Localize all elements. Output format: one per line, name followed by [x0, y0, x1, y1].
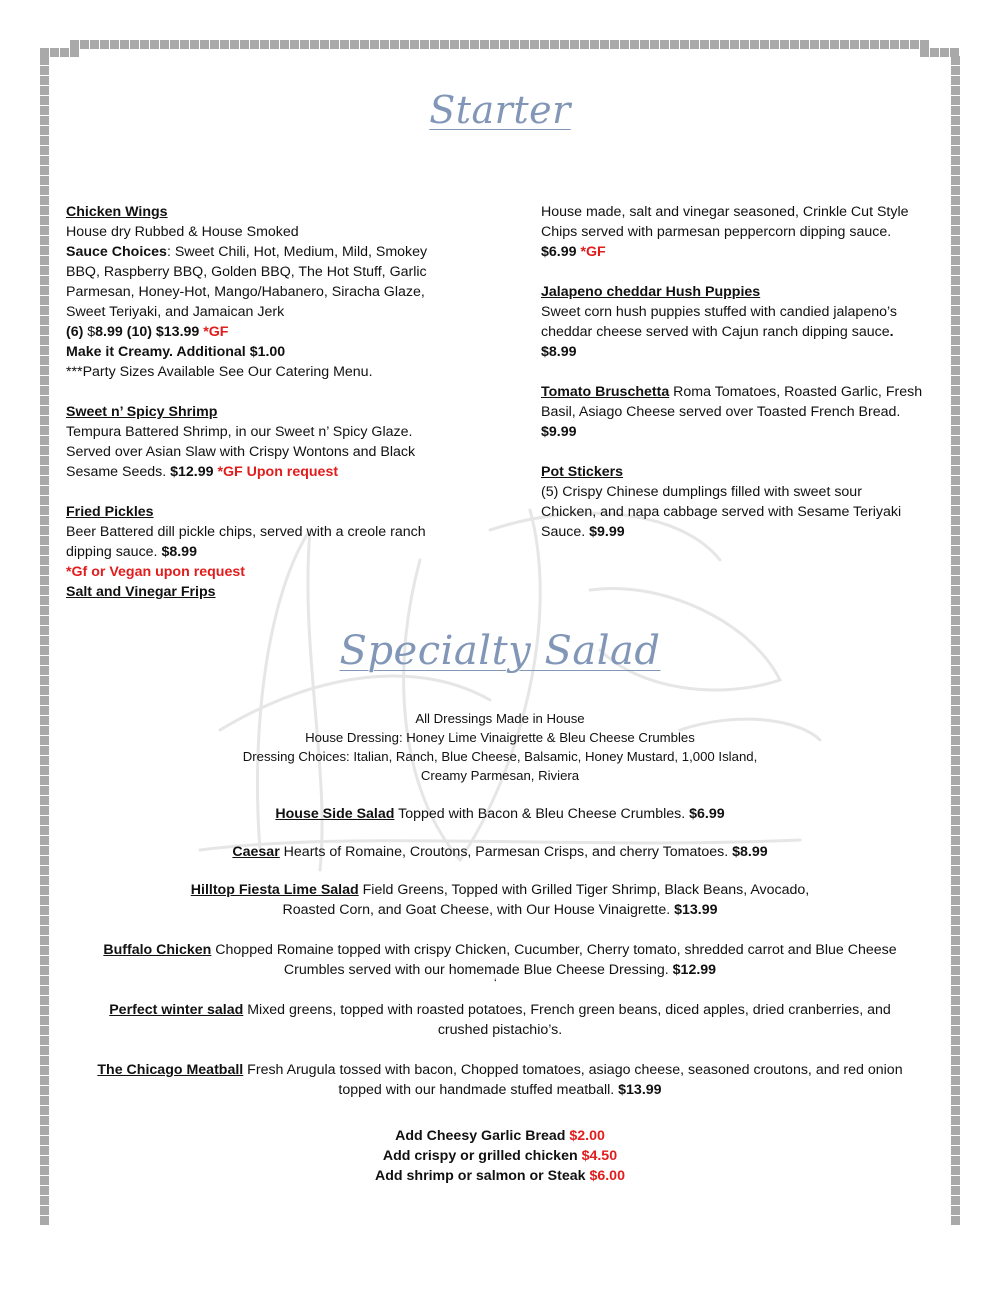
- item-description: Hearts of Romaine, Croutons, Parmesan Crisps, and cherry Tomatoes.: [279, 844, 733, 860]
- addon-label: Add shrimp or salmon or Steak: [375, 1168, 590, 1184]
- item-description: Served over Asian Slaw with Crispy Wontons and Black: [66, 444, 416, 460]
- starter-right-column: [541, 202, 941, 542]
- item-description: Tempura Battered Shrimp, in our Sweet n’ Spicy Glaze.: [66, 424, 413, 440]
- page-border-top: [70, 40, 930, 49]
- addon-chicken: [60, 1146, 940, 1166]
- item-price: $13.99: [618, 1082, 662, 1098]
- item-title: Hilltop Fiesta Lime Salad: [190, 882, 359, 898]
- sauce-choices-text: Sweet Teriyaki, and Jamaican Jerk: [66, 304, 285, 320]
- gluten-free-badge: *GF: [580, 244, 606, 260]
- item-description: Beer Battered dill pickle chips, served with a creole ranch: [66, 524, 426, 540]
- dressing-info-line: House Dressing: Honey Lime Vinaigrette & Bleu Cheese Crumbles: [305, 730, 695, 745]
- salad-buffalo-chicken: [60, 940, 940, 980]
- menu-item-tomato-bruschetta: [541, 382, 941, 442]
- item-description: Topped with Bacon & Bleu Cheese Crumbles.: [394, 806, 690, 822]
- sauce-choices-text: Parmesan, Honey-Hot, Mango/Habanero, Siracha Glaze,: [66, 284, 425, 300]
- gluten-free-badge: *GF: [203, 324, 229, 340]
- item-description: Field Greens, Topped with Grilled Tiger Shrimp, Black Beans, Avocado,: [358, 882, 810, 898]
- item-price: $9.99: [541, 424, 577, 440]
- addon-label: Add crispy or grilled chicken: [382, 1148, 582, 1164]
- sauce-choices-text: : Sweet Chili, Hot, Medium, Mild, Smokey: [166, 244, 428, 260]
- item-description: House made, salt and vinegar seasoned, Crinkle Cut Style: [541, 204, 909, 220]
- salad-chicago-meatball: [60, 1060, 940, 1100]
- item-price: $13.99: [674, 902, 718, 918]
- addon-price: $6.00: [589, 1168, 625, 1184]
- dressing-info-line: All Dressings Made in House: [415, 711, 585, 726]
- item-description: (5) Crispy Chinese dumplings filled with sweet sour: [541, 484, 862, 500]
- item-title: Buffalo Chicken: [103, 942, 212, 958]
- item-price: $12.99: [672, 962, 717, 978]
- item-description: Sauce.: [541, 524, 590, 540]
- item-title: Chicken Wings: [66, 204, 168, 220]
- sauce-choices-text: BBQ, Raspberry BBQ, Golden BBQ, The Hot Stuff, Garlic: [66, 264, 427, 280]
- item-description: Sesame Seeds.: [66, 464, 171, 480]
- item-description: Fresh Arugula tossed with bacon, Chopped tomatoes, asiago cheese, seasoned croutons, and red onion: [243, 1062, 903, 1078]
- dressing-info-line: Dressing Choices: Italian, Ranch, Blue Cheese, Balsamic, Honey Mustard, 1,000 Island,: [242, 749, 758, 764]
- item-description: Basil, Asiago Cheese served over Toasted French Bread.: [541, 404, 901, 420]
- menu-item-sweet-spicy-shrimp: [66, 402, 466, 482]
- menu-item-hush-puppies: [541, 282, 941, 362]
- dressing-info: [60, 709, 940, 785]
- party-size-note: ***Party Sizes Available See Our Catering Menu.: [66, 364, 373, 380]
- addon-shrimp-salmon-steak: [60, 1166, 940, 1186]
- item-title: The Chicago Meatball: [97, 1062, 244, 1078]
- addon-label: Add Cheesy Garlic Bread: [395, 1128, 570, 1144]
- item-title: Fried Pickles: [66, 504, 154, 520]
- specialty-salad-heading: Specialty Salad: [339, 628, 661, 674]
- menu-item-pot-stickers: [541, 462, 941, 542]
- price-count-label: (6): [66, 324, 88, 340]
- item-price: $6.99: [541, 244, 581, 260]
- item-title: Salt and Vinegar Frips: [66, 584, 216, 600]
- item-price: $8.99: [161, 544, 197, 560]
- dressing-info-line: Creamy Parmesan, Riviera: [420, 768, 580, 783]
- item-title: Sweet n’ Spicy Shrimp: [66, 404, 218, 420]
- addon-price: $2.00: [569, 1128, 605, 1144]
- item-price: $8.99: [541, 344, 577, 360]
- menu-item-fried-pickles: [66, 502, 466, 602]
- item-price: $9.99: [589, 524, 625, 540]
- item-description: Chopped Romaine topped with crispy Chicken, Cucumber, Cherry tomato, shredded carrot and Blue Cheese: [211, 942, 897, 958]
- item-price: $8.99: [732, 844, 768, 860]
- item-description: Chips served with parmesan peppercorn dipping sauce.: [541, 224, 892, 240]
- addon-garlic-bread: [60, 1126, 940, 1146]
- item-description: Roasted Corn, and Goat Cheese, with Our House Vinaigrette.: [282, 902, 675, 918]
- item-title: Tomato Bruschetta: [541, 384, 670, 400]
- item-title: Caesar: [232, 844, 280, 860]
- item-description: Mixed greens, topped with roasted potatoes, French green beans, diced apples, dried cranberries, and: [243, 1002, 891, 1018]
- item-price: $6.99: [689, 806, 725, 822]
- item-price: $12.99: [170, 464, 218, 480]
- gluten-free-badge: *GF Upon request: [217, 464, 339, 480]
- item-description: dipping sauce.: [66, 544, 162, 560]
- item-description: topped with our handmade stuffed meatball.: [338, 1082, 619, 1098]
- item-description: cheddar cheese served with Cajun ranch dipping sauce: [541, 324, 890, 340]
- creamy-addon: Make it Creamy. Additional $1.00: [66, 344, 286, 360]
- item-description: Sweet corn hush puppies stuffed with candied jalapeno’s: [541, 304, 897, 320]
- item-title: House Side Salad: [275, 806, 395, 822]
- item-description: crushed pistachio’s.: [437, 1022, 563, 1038]
- salad-perfect-winter: [60, 1000, 940, 1040]
- price-dollar-sign: $: [87, 324, 96, 340]
- item-title: Jalapeno cheddar Hush Puppies: [541, 284, 761, 300]
- item-description: Chicken, and napa cabbage served with Sesame Teriyaki: [541, 504, 902, 520]
- item-description: Roma Tomatoes, Roasted Garlic, Fresh: [669, 384, 923, 400]
- salad-caesar: [60, 842, 940, 862]
- salad-house-side: [60, 804, 940, 824]
- item-description-period: .: [889, 324, 894, 340]
- stray-apostrophe: ‘: [494, 976, 497, 990]
- salad-addons: [60, 1126, 940, 1186]
- item-price: 8.99 (10) $13.99: [95, 324, 204, 340]
- addon-price: $4.50: [581, 1148, 618, 1164]
- item-title: Perfect winter salad: [109, 1002, 244, 1018]
- starter-heading: Starter: [429, 88, 571, 132]
- menu-item-chicken-wings: [66, 202, 466, 382]
- item-title: Pot Stickers: [541, 464, 624, 480]
- sauce-choices-label: Sauce Choices: [66, 244, 167, 260]
- dietary-note: *Gf or Vegan upon request: [66, 564, 245, 580]
- salad-hilltop-fiesta: [60, 880, 940, 920]
- menu-item-salt-vinegar-frips: [541, 202, 941, 262]
- item-description: House dry Rubbed & House Smoked: [66, 224, 299, 240]
- item-description: Crumbles served with our homemade Blue Cheese Dressing.: [283, 962, 673, 978]
- starter-left-column: [66, 202, 466, 602]
